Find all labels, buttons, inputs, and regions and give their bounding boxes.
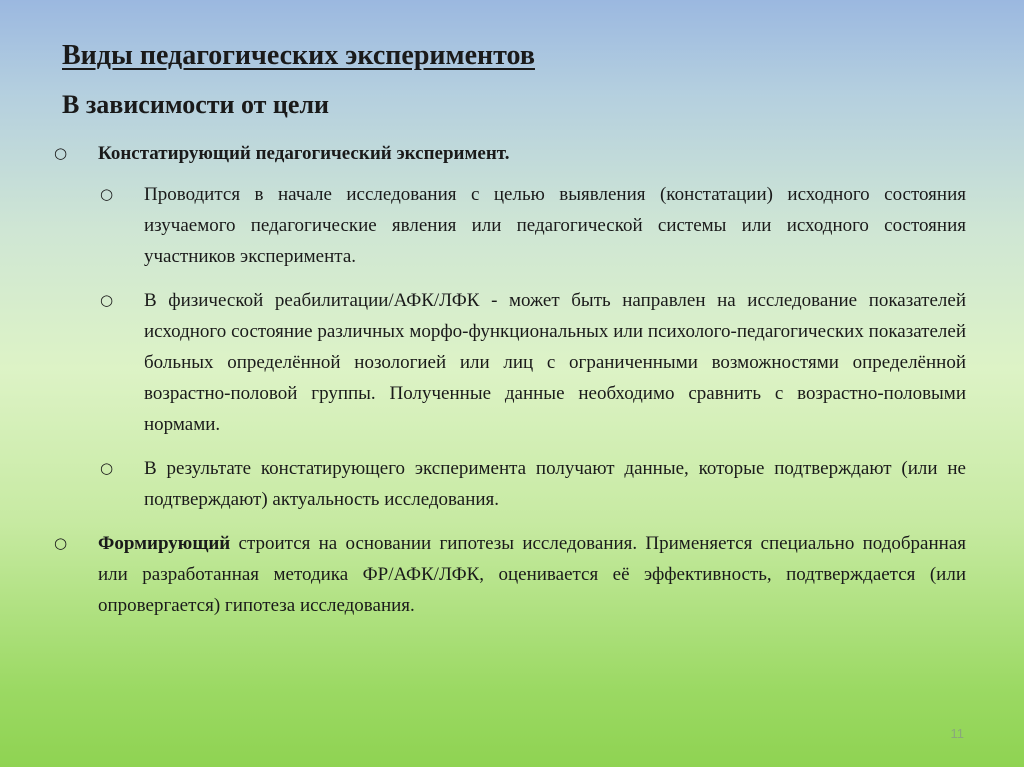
item-heading: Формирующий [98,533,231,554]
sub-list-item [98,179,966,272]
bullet-circle-icon: ○ [100,291,114,309]
slide-subtitle: В зависимости от цели [62,90,330,119]
sub-item-text: В результате констатирующего эксперимента получают данные, которые подтверждают (или не подтверждают) актуальность исследования. [144,458,966,510]
bullet-circle-icon: ○ [54,144,68,162]
bullet-circle-icon: ○ [100,185,114,203]
list-item-ascertaining [52,138,966,515]
slide-content [52,138,966,621]
sub-list [98,179,966,515]
bullet-circle-icon: ○ [54,534,68,552]
list-item-formative [52,528,966,621]
sub-item-text: Проводится в начале исследования с целью выявления (констатации) исходного состояния изучаемого педагогические явления или педагогической системы или исходного состояния участников эксперимента. [144,184,966,267]
sub-list-item [98,453,966,515]
sub-item-text: В физической реабилитации/АФК/ЛФК - может быть направлен на исследование показателей исходного состояние различных морфо-функциональных или психолого-педагогических показателей больных определённой нозологией или лиц с ограниченными возможностями определённой возрастно-половой группы. Полученные данные необходимо сравнить с возрастно-половыми нормами. [144,290,966,435]
slide-title: Виды педагогических экспериментов [62,40,535,71]
page-number: 11 [950,726,964,741]
item-heading: Констатирующий педагогический эксперимент. [98,143,510,164]
item-text: строится на основании гипотезы исследования. Применяется специально подобранная или разработанная методика ФР/АФК/ЛФК, оценивается её эффективность, подтверждается (или опровергается) гипотеза исследования. [98,533,966,616]
bullet-circle-icon: ○ [100,459,114,477]
sub-list-item [98,285,966,440]
